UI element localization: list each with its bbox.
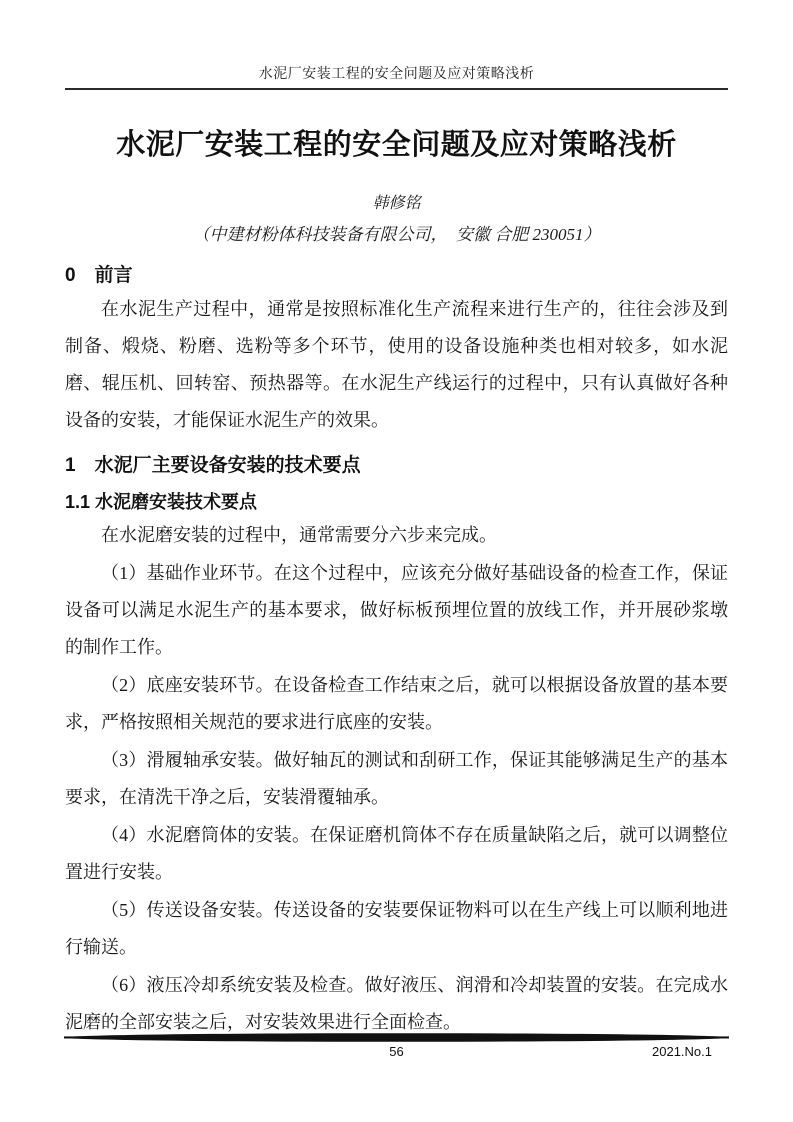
installation-step-3: （3）滑履轴承安装。做好轴瓦的测试和刮研工作，保证其能够满足生产的基本要求，在清洗干净之后，安装滑覆轴承。 (65, 750, 728, 807)
installation-step-5: （5）传送设备安装。传送设备的安装要保证物料可以在生产线上可以顺利地进行输送。 (65, 900, 728, 957)
installation-step-6: （6）液压冷却系统安装及检查。做好液压、润滑和冷却装置的安装。在完成水泥磨的全部安装之后，对安装效果进行全面检查。 (65, 975, 728, 1032)
footer-divider-shape (64, 1033, 729, 1042)
section-1-1-heading: 1.1 水泥磨安装技术要点 (65, 492, 258, 512)
installation-step-4: （4）水泥磨筒体的安装。在保证磨机筒体不存在质量缺陷之后，就可以调整位置进行安装。 (65, 825, 728, 882)
author-name: 韩修铭 (372, 195, 421, 212)
installation-step-2: （2）底座安装环节。在设备检查工作结束之后，就可以根据设备放置的基本要求，严格按照相关规范的要求进行底座的安装。 (65, 675, 728, 732)
page-content (0, 64, 793, 1041)
issue-number: 2021.No.1 (652, 1044, 712, 1059)
section-0-heading: 0 前言 (65, 265, 133, 286)
installation-step-1: （1）基础作业环节。在这个过程中，应该充分做好基础设备的检查工作，保证设备可以满足水泥生产的基本要求，做好标板预埋位置的放线工作，并开展砂浆墩的制作工作。 (65, 563, 728, 657)
footer-divider-bar (0, 1033, 793, 1042)
page-footer (0, 1033, 793, 1063)
running-header: 水泥厂安装工程的安全问题及应对策略浅析 (258, 67, 535, 82)
section-1-heading: 1 水泥厂主要设备安装的技术要点 (65, 455, 361, 476)
page-number: 56 (389, 1044, 404, 1059)
author-affiliation: （中建材粉体科技装备有限公司， 安徽 合肥 230051） (192, 225, 601, 244)
article-title: 水泥厂安装工程的安全问题及应对策略浅析 (116, 129, 677, 161)
header-rule (65, 88, 728, 90)
footer-text-row (0, 1043, 793, 1063)
section-0-paragraph: 在水泥生产过程中，通常是按照标准化生产流程来进行生产的，往往会涉及到制备、煅烧、粉磨、选粉等多个环节，使用的设备设施种类也相对较多，如水泥磨、辊压机、回转窑、预热器等。在水泥生产线运行的过程中，只有认真做好各种设备的安装，才能保证水泥生产的效果。 (65, 299, 728, 430)
section-1-1-intro-paragraph: 在水泥磨安装的过程中，通常需要分六步来完成。 (101, 525, 497, 545)
